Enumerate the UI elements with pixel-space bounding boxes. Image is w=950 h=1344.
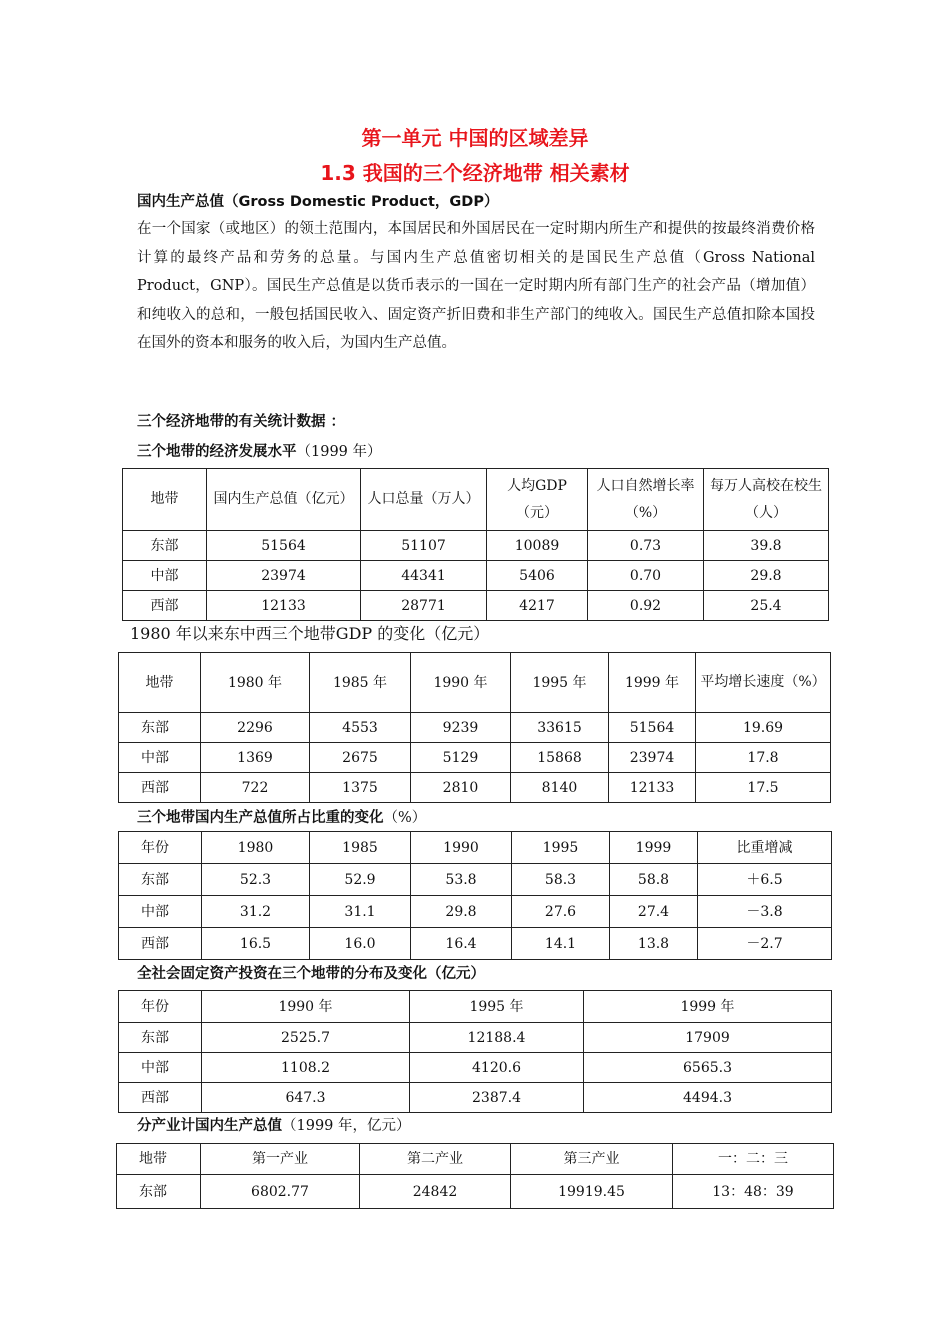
table-economic-level (122, 468, 829, 621)
table1-caption (137, 440, 382, 461)
table3-header-6: 比重增减 (698, 832, 832, 864)
table-cell: 39.8 (704, 531, 829, 561)
table-cell: 中部 (119, 743, 201, 773)
table-cell: 2675 (310, 743, 411, 773)
table1-header-5: 每万人高校在校生（人） (704, 469, 829, 531)
table-cell: 52.3 (202, 864, 310, 896)
table1-header-2: 人口总量（万人） (361, 469, 487, 531)
section-title: 1.3 我国的三个经济地带 相关素材 (320, 161, 630, 185)
table2-header-6: 平均增长速度（%） (696, 653, 831, 713)
table-cell: 12133 (207, 591, 361, 621)
table-cell: 31.1 (310, 896, 411, 928)
table4-header-2: 1995 年 (410, 991, 584, 1023)
table-cell: 17.8 (696, 743, 831, 773)
table3-caption (137, 806, 426, 827)
table-cell: 29.8 (411, 896, 512, 928)
table-cell: 27.6 (512, 896, 610, 928)
table-cell: 0.92 (588, 591, 704, 621)
table-cell: 2387.4 (410, 1083, 584, 1113)
table4-header-3: 1999 年 (584, 991, 832, 1023)
table3-header-1: 1980 (202, 832, 310, 864)
table-cell: 5406 (487, 561, 588, 591)
table-row (119, 773, 831, 803)
table-cell: 西部 (123, 591, 207, 621)
table-cell: 8140 (511, 773, 609, 803)
table-cell: 17.5 (696, 773, 831, 803)
table-cell: 12188.4 (410, 1023, 584, 1053)
table-row (119, 864, 832, 896)
table-cell: 58.8 (610, 864, 698, 896)
table5-header-3: 第三产业 (511, 1144, 673, 1175)
table-cell: 6802.77 (201, 1175, 360, 1209)
table-cell: 16.5 (202, 928, 310, 960)
table-cell: 西部 (119, 773, 201, 803)
table-row (119, 713, 831, 743)
table3-caption-plain: （%） (383, 810, 427, 826)
table-row (119, 743, 831, 773)
table-cell: 4217 (487, 591, 588, 621)
table-cell: 0.70 (588, 561, 704, 591)
table-cell: 10089 (487, 531, 588, 561)
table-cell: 51107 (361, 531, 487, 561)
table2-header-1: 1980 年 (201, 653, 310, 713)
table-cell: 14.1 (512, 928, 610, 960)
table-cell: 23974 (609, 743, 696, 773)
table-cell: 2810 (411, 773, 511, 803)
table-cell: 647.3 (202, 1083, 410, 1113)
table2-header-5: 1999 年 (609, 653, 696, 713)
table-cell: 44341 (361, 561, 487, 591)
table-cell: 1369 (201, 743, 310, 773)
table5-header-0: 地带 (117, 1144, 201, 1175)
table-cell: 33615 (511, 713, 609, 743)
table-cell: 58.3 (512, 864, 610, 896)
table-cell: 19.69 (696, 713, 831, 743)
table3-header-3: 1990 (411, 832, 512, 864)
table-row (123, 591, 829, 621)
table-row (119, 1023, 832, 1053)
table1-header-1: 国内生产总值（亿元） (207, 469, 361, 531)
table-cell: 5129 (411, 743, 511, 773)
table1-caption-bold: 三个地带的经济发展水平 (137, 444, 297, 460)
table-cell: 51564 (207, 531, 361, 561)
table-row (119, 1083, 832, 1113)
table1-caption-plain: （1999 年） (296, 444, 382, 460)
table-cell: 25.4 (704, 591, 829, 621)
table-cell: 29.8 (704, 561, 829, 591)
table1-header-4: 人口自然增长率（%） (588, 469, 704, 531)
table-cell: 西部 (119, 1083, 202, 1113)
table-cell: 28771 (361, 591, 487, 621)
table-cell: 24842 (360, 1175, 511, 1209)
table3-header-5: 1999 (610, 832, 698, 864)
table-cell: 15868 (511, 743, 609, 773)
unit-title: 第一单元 中国的区域差异 (361, 126, 589, 150)
table-cell: －3.8 (698, 896, 832, 928)
table-cell: 16.4 (411, 928, 512, 960)
table3-header-4: 1995 (512, 832, 610, 864)
table-cell: 12133 (609, 773, 696, 803)
table-cell: 52.9 (310, 864, 411, 896)
table4-header-0: 年份 (119, 991, 202, 1023)
table-gdp-by-industry (116, 1143, 834, 1209)
gdp-heading: 国内生产总值（Gross Domestic Product，GDP） (137, 194, 499, 210)
table5-caption-plain: （1999 年，亿元） (282, 1118, 411, 1134)
table5-caption (137, 1114, 411, 1135)
table-cell: 东部 (117, 1175, 201, 1209)
table-cell: ＋6.5 (698, 864, 832, 896)
table-cell: 西部 (119, 928, 202, 960)
table-cell: 1108.2 (202, 1053, 410, 1083)
table-row (117, 1175, 834, 1209)
table-cell: 23974 (207, 561, 361, 591)
table-cell: 16.0 (310, 928, 411, 960)
table-cell: 27.4 (610, 896, 698, 928)
table-gdp-change (118, 652, 831, 803)
table5-header-1: 第一产业 (201, 1144, 360, 1175)
table-row (123, 561, 829, 591)
table-cell: －2.7 (698, 928, 832, 960)
table3-caption-bold: 三个地带国内生产总值所占比重的变化 (137, 810, 384, 826)
table-row (123, 531, 829, 561)
table-row (119, 1053, 832, 1083)
table-cell: 19919.45 (511, 1175, 673, 1209)
table-fixed-asset-investment (118, 990, 832, 1113)
table-cell: 中部 (119, 896, 202, 928)
table-cell: 东部 (119, 864, 202, 896)
table-cell: 4553 (310, 713, 411, 743)
table-cell: 31.2 (202, 896, 310, 928)
table-cell: 13.8 (610, 928, 698, 960)
table-cell: 1375 (310, 773, 411, 803)
table3-header-0: 年份 (119, 832, 202, 864)
table4-caption: 全社会固定资产投资在三个地带的分布及变化（亿元） (137, 966, 485, 982)
table-row (119, 896, 832, 928)
stats-heading: 三个经济地带的有关统计数据 ： (137, 414, 346, 430)
table-cell: 13：48：39 (673, 1175, 834, 1209)
table2-header-0: 地带 (119, 653, 201, 713)
table-cell: 中部 (119, 1053, 202, 1083)
table-cell: 东部 (119, 1023, 202, 1053)
table5-header-4: 一：二：三 (673, 1144, 834, 1175)
table-cell: 东部 (119, 713, 201, 743)
table-cell: 4494.3 (584, 1083, 832, 1113)
table-cell: 2525.7 (202, 1023, 410, 1053)
table1-header-0: 地带 (123, 469, 207, 531)
table-cell: 9239 (411, 713, 511, 743)
table5-caption-bold: 分产业计国内生产总值 (137, 1118, 282, 1134)
table2-header-2: 1985 年 (310, 653, 411, 713)
table2-header-4: 1995 年 (511, 653, 609, 713)
table-cell: 东部 (123, 531, 207, 561)
table-gdp-share (118, 831, 832, 960)
table4-header-1: 1990 年 (202, 991, 410, 1023)
table-cell: 0.73 (588, 531, 704, 561)
table1-header-3: 人均GDP（元） (487, 469, 588, 531)
table-cell: 2296 (201, 713, 310, 743)
table3-header-2: 1985 (310, 832, 411, 864)
table2-caption: 1980 年以来东中西三个地带GDP 的变化（亿元） (130, 624, 490, 643)
gdp-definition-paragraph: 在一个国家（或地区）的领土范围内，本国居民和外国居民在一定时期内所生产和提供的按最终消费价格计算的最终产品和劳务的总量。与国内生产总值密切相关的是国民生产总值（Gross National Product，GNP）。国民生产总值是以货币表示的一国在一定时期内所有部门生产的社会产品（增加值）和纯收入的总和，一般包括国民收入、固定资产折旧费和非生产部门的纯收入。国民生产总值扣除本国投在国外的资本和服务的收入后，为国内生产总值。 (137, 221, 815, 351)
table5-header-2: 第二产业 (360, 1144, 511, 1175)
table2-header-3: 1990 年 (411, 653, 511, 713)
table-row (119, 928, 832, 960)
table-cell: 17909 (584, 1023, 832, 1053)
table-cell: 53.8 (411, 864, 512, 896)
table-cell: 51564 (609, 713, 696, 743)
table-cell: 6565.3 (584, 1053, 832, 1083)
table-cell: 4120.6 (410, 1053, 584, 1083)
table-cell: 722 (201, 773, 310, 803)
table-cell: 中部 (123, 561, 207, 591)
